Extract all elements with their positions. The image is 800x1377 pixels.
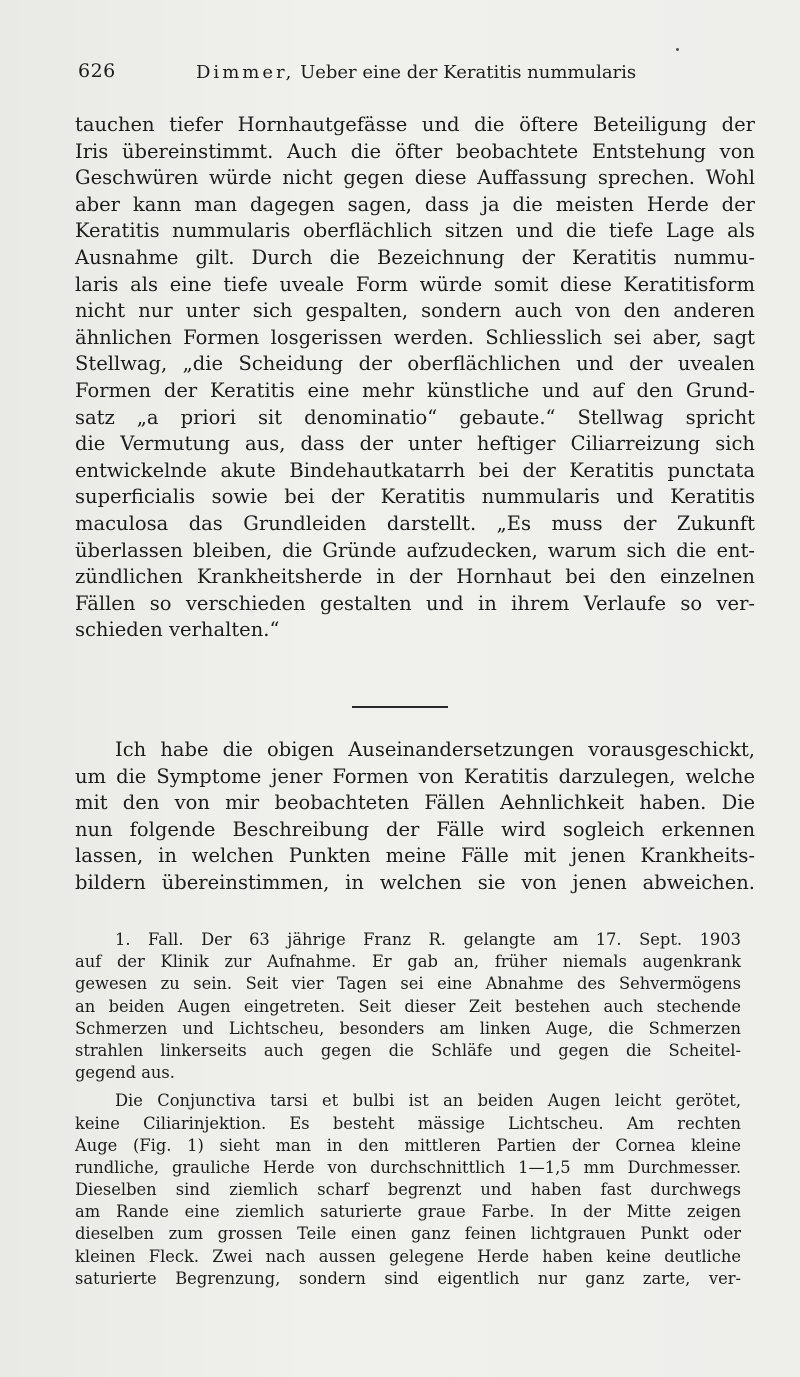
text-line: Formen der Keratitis eine mehr künstliche und auf den Grund- — [75, 378, 755, 402]
text-line: superficialis sowie bei der Keratitis nummularis und Keratitis — [75, 485, 755, 509]
case-heading-line: 1. Fall. Der 63 jährige Franz R. gelangte am 17. Sept. 1903 — [115, 930, 741, 949]
text-line: am Rande eine ziemlich saturierte graue Farbe. In der Mitte zeigen — [75, 1202, 741, 1222]
text-line: Ich habe die obigen Auseinandersetzungen vorausgeschickt, — [115, 738, 755, 761]
paragraph-continued — [75, 112, 755, 644]
text-line: dieselben zum grossen Teile einen ganz feinen lichtgrauen Punkt oder — [75, 1224, 741, 1244]
text-line: aber kann man dagegen sagen, dass ja die meisten Herde der — [75, 192, 755, 216]
running-head-author: Dimmer, — [196, 62, 295, 83]
text-line: gegend aus. — [75, 1063, 175, 1083]
text-line: die Vermutung aus, dass der unter heftiger Ciliarreizung sich — [75, 432, 755, 456]
text-line: Schmerzen und Lichtscheu, besonders am linken Auge, die Schmerzen — [75, 1018, 741, 1038]
case-report — [75, 929, 741, 1290]
text-line: entwickelnde akute Bindehautkatarrh bei der Keratitis punctata — [75, 458, 755, 482]
text-line: keine Ciliarinjektion. Es besteht mässige Lichtscheu. Am rechten — [75, 1113, 741, 1133]
text-line: saturierte Begrenzung, sondern sind eigentlich nur ganz zarte, ver- — [75, 1268, 741, 1288]
running-head-title: Ueber eine der Keratitis nummularis — [300, 62, 637, 83]
text-line: Geschwüren würde nicht gegen diese Auffassung sprechen. Wohl — [75, 166, 755, 190]
text-line: kleinen Fleck. Zwei nach aussen gelegene Herde haben keine deutliche — [75, 1246, 741, 1266]
running-head — [196, 62, 636, 83]
text-line: um die Symptome jener Formen von Keratitis darzulegen, welche — [75, 764, 755, 788]
text-line: Auge (Fig. 1) sieht man in den mittleren Partien der Cornea kleine — [75, 1135, 741, 1155]
text-line: rundliche, grauliche Herde von durchschnittlich 1—1,5 mm Durchmesser. — [75, 1157, 741, 1177]
text-line: lassen, in welchen Punkten meine Fälle mit jenen Krankheits- — [75, 844, 755, 868]
page-header — [78, 60, 758, 90]
paragraph-intro — [75, 737, 755, 897]
text-line: satz „a priori sit denominatio“ gebaute.“ Stellwag spricht — [75, 405, 755, 429]
print-speck — [676, 48, 679, 51]
text-line: Stellwag, „die Scheidung der oberflächlichen und der uvealen — [75, 352, 755, 376]
text-line: nun folgende Beschreibung der Fälle wird sogleich erkennen — [75, 817, 755, 841]
text-line: Fällen so verschieden gestalten und in ihrem Verlaufe so ver- — [75, 591, 755, 615]
text-line: mit den von mir beobachteten Fällen Aehnlichkeit haben. Die — [75, 791, 755, 815]
text-line: maculosa das Grundleiden darstellt. „Es muss der Zukunft — [75, 511, 755, 535]
text-line: nicht nur unter sich gespalten, sondern auch von den anderen — [75, 299, 755, 323]
text-line: tauchen tiefer Hornhautgefässe und die öftere Beteiligung der — [75, 113, 755, 136]
text-line: überlassen bleiben, die Gründe aufzudecken, warum sich die ent- — [75, 538, 755, 562]
text-line: bildern übereinstimmen, in welchen sie von jenen abweichen. — [75, 870, 755, 894]
text-line: gewesen zu sein. Seit vier Tagen sei eine Abnahme des Sehvermögens — [75, 974, 741, 994]
text-line: auf der Klinik zur Aufnahme. Er gab an, früher niemals augenkrank — [75, 952, 741, 972]
page-number: 626 — [78, 60, 116, 82]
text-line: laris als eine tiefe uveale Form würde somit diese Keratitisform — [75, 272, 755, 296]
text-line: ähnlichen Formen losgerissen werden. Schliesslich sei aber, sagt — [75, 325, 755, 349]
text-line: Keratitis nummularis oberflächlich sitzen und die tiefe Lage als — [75, 219, 755, 243]
text-line: Dieselben sind ziemlich scharf begrenzt und haben fast durchwegs — [75, 1180, 741, 1200]
text-line: schieden verhalten.“ — [75, 618, 280, 642]
section-divider — [352, 706, 448, 708]
text-line: Die Conjunctiva tarsi et bulbi ist an beiden Augen leicht gerötet, — [115, 1091, 741, 1111]
text-line: Iris übereinstimmt. Auch die öfter beobachtete Entstehung von — [75, 139, 755, 163]
text-line: zündlichen Krankheitsherde in der Hornhaut bei den einzelnen — [75, 565, 755, 589]
text-line: an beiden Augen eingetreten. Seit dieser Zeit bestehen auch stechende — [75, 996, 741, 1016]
text-line: Ausnahme gilt. Durch die Bezeichnung der Keratitis nummu- — [75, 245, 755, 269]
text-line: strahlen linkerseits auch gegen die Schläfe und gegen die Scheitel- — [75, 1040, 741, 1060]
